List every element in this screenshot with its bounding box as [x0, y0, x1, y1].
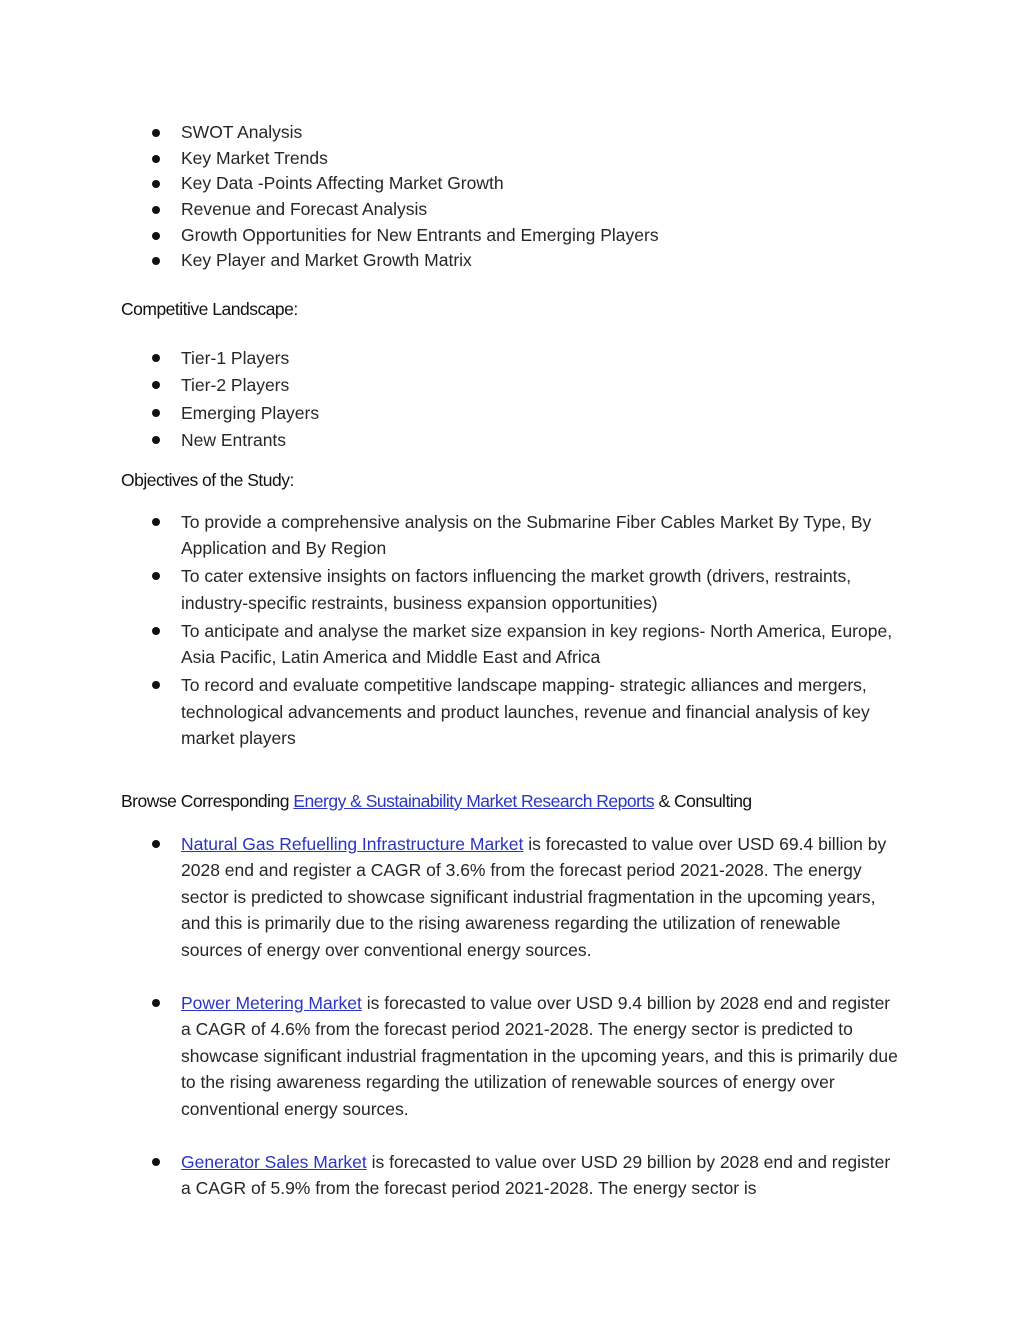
- bullet-icon: [152, 180, 160, 188]
- list-item: SWOT Analysis: [0, 120, 901, 146]
- generator-sales-link[interactable]: Generator Sales Market: [181, 1152, 367, 1173]
- list-item: Key Market Trends: [0, 146, 901, 172]
- list-item: To provide a comprehensive analysis on the Submarine Fiber Cables Market By Type, By Application and By Region: [0, 509, 901, 562]
- competitive-landscape-list: [0, 345, 1024, 455]
- browse-heading: Browse Corresponding Energy & Sustainability Market Research Reports & Consulting: [121, 791, 752, 811]
- bullet-icon: [152, 627, 160, 635]
- report-contents-list: [0, 120, 1024, 274]
- list-item: New Entrants: [0, 427, 901, 454]
- list-item: Tier-2 Players: [0, 372, 901, 399]
- bullet-icon: [152, 436, 160, 444]
- bullet-icon: [152, 354, 160, 362]
- list-item: Natural Gas Refuelling Infrastructure Market is forecasted to value over USD 69.4 billion by 2028 end and register a CAGR of 3.6% from the forecast period 2021-2028. The energy sector is predicted to showcase significant industrial fragmentation in the upcoming years, and this is primarily due to the rising awareness regarding the utilization of renewable sources of energy over conventional energy sources.: [0, 831, 901, 963]
- bullet-icon: [152, 206, 160, 214]
- list-item: Growth Opportunities for New Entrants and Emerging Players: [0, 223, 901, 249]
- list-item: To anticipate and analyse the market size expansion in key regions- North America, Europe, Asia Pacific, Latin America and Middle East and Africa: [0, 618, 901, 671]
- list-item: Revenue and Forecast Analysis: [0, 197, 901, 223]
- list-item: Power Metering Market is forecasted to value over USD 9.4 billion by 2028 end and register a CAGR of 4.6% from the forecast period 2021-2028. The energy sector is predicted to showcase significant industrial fragmentation in the upcoming years, and this is primarily due to the rising awareness regarding the utilization of renewable sources of energy over conventional energy sources.: [0, 990, 901, 1122]
- bullet-icon: [152, 840, 160, 848]
- list-item: Generator Sales Market is forecasted to value over USD 29 billion by 2028 end and register a CAGR of 5.9% from the forecast period 2021-2028. The energy sector is: [0, 1149, 901, 1202]
- objectives-list: [0, 509, 1024, 753]
- bullet-icon: [152, 681, 160, 689]
- bullet-icon: [152, 381, 160, 389]
- list-item: Tier-1 Players: [0, 345, 901, 372]
- spacer: [0, 1122, 901, 1149]
- bullet-icon: [152, 572, 160, 580]
- natural-gas-refuelling-link[interactable]: Natural Gas Refuelling Infrastructure Market: [181, 834, 524, 854]
- list-item: Key Player and Market Growth Matrix: [0, 248, 901, 274]
- bullet-icon: [152, 232, 160, 240]
- bullet-icon: [152, 1158, 160, 1166]
- competitive-landscape-heading: Competitive Landscape:: [121, 299, 298, 319]
- list-item: Emerging Players: [0, 400, 901, 427]
- bullet-icon: [152, 155, 160, 163]
- objectives-heading: Objectives of the Study:: [121, 470, 294, 490]
- bullet-icon: [152, 518, 160, 526]
- list-item: To cater extensive insights on factors influencing the market growth (drivers, restraints, industry-specific restraints, business expansion opportunities): [0, 563, 901, 616]
- energy-sustainability-reports-link[interactable]: Energy & Sustainability Market Research Reports: [293, 791, 655, 811]
- bullet-icon: [152, 129, 160, 137]
- bullet-icon: [152, 999, 160, 1007]
- bullet-icon: [152, 409, 160, 417]
- related-reports-list: [0, 831, 1024, 1202]
- list-item: Key Data -Points Affecting Market Growth: [0, 171, 901, 197]
- bullet-icon: [152, 257, 160, 265]
- spacer: [0, 963, 901, 990]
- power-metering-link[interactable]: Power Metering Market: [181, 993, 362, 1014]
- list-item: To record and evaluate competitive landscape mapping- strategic alliances and mergers, technological advancements and product launches, revenue and financial analysis of key market players: [0, 672, 901, 751]
